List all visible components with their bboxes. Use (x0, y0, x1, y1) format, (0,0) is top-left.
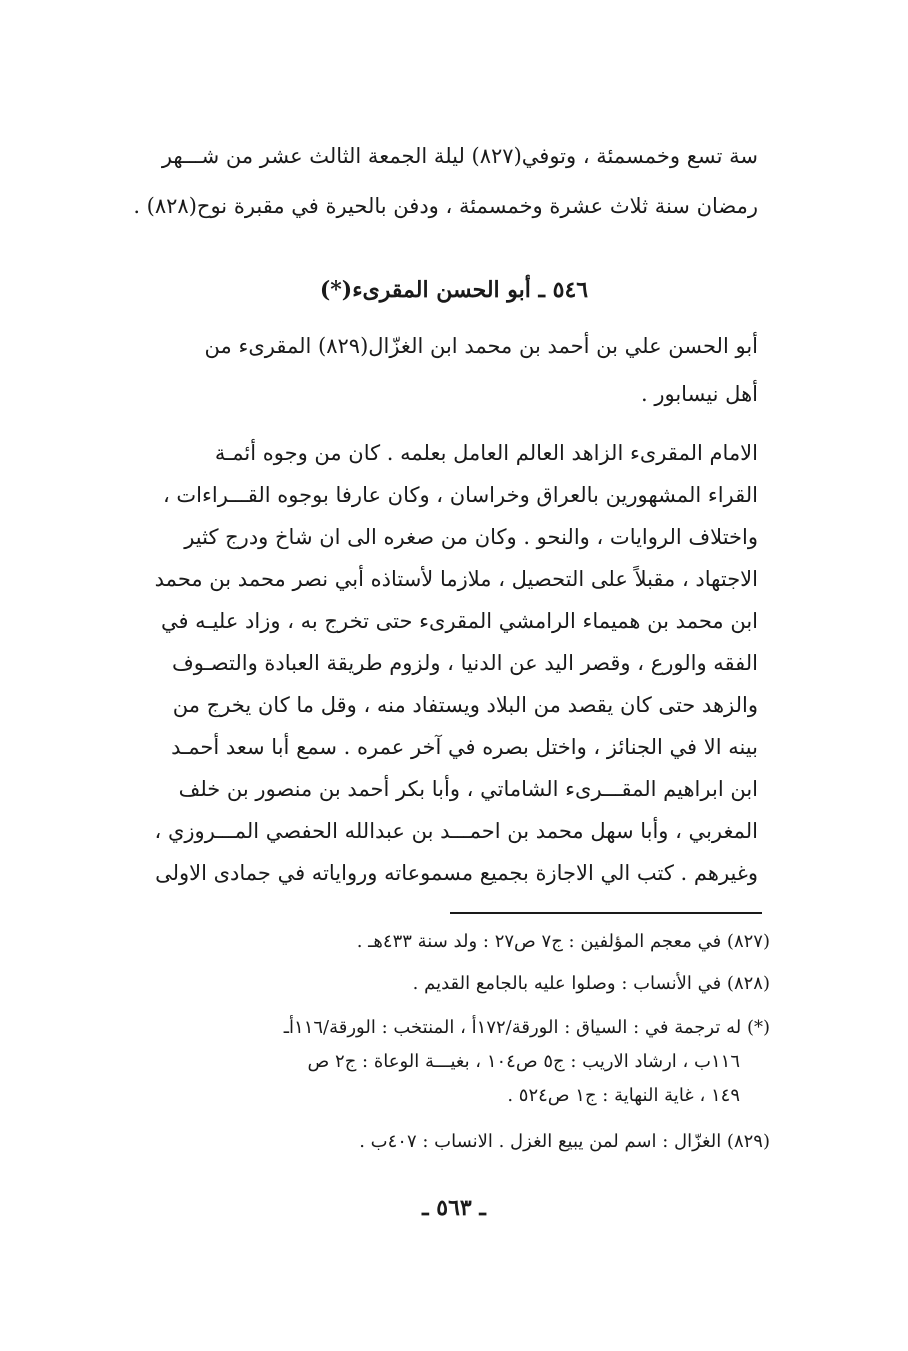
footnote-827: (٨٢٧) في معجم المؤلفين : ج٧ ص٢٧ : ولد سنة ٤٣٣هـ . (356, 931, 770, 952)
text-line: رمضان سنة ثلاث عشرة وخمسمئة ، ودفن بالحيرة في مقبرة نوح(٨٢٨) . (133, 194, 758, 218)
text-line: واختلاف الروايات ، والنحو . وكان من صغره الى ان شاخ ودرج كثير (184, 525, 758, 549)
main-paragraph (110, 432, 758, 902)
entry-heading: ٥٤٦ ـ أبو الحسن المقرىء(*) (319, 277, 589, 303)
text-line: الاجتهاد ، مقبلاً على التحصيل ، ملازما لأستاذه أبي نصر محمد بن محمد (154, 567, 758, 591)
footnote-star-continued: ١٤٩ ، غاية النهاية : ج١ ص٥٢٤ . (507, 1085, 740, 1106)
footnotes (110, 925, 770, 1175)
text-line: ابن محمد بن هميماء الرامشي المقرىء حتى تخرج به ، وزاد عليـه في (160, 609, 758, 633)
text-line: وغيرهم . كتب الي الاجازة بجميع مسموعاته ورواياته في جمادى الاولى (155, 861, 758, 885)
name-paragraph (110, 325, 758, 415)
text-line: سة تسع وخمسمئة ، وتوفي(٨٢٧) ليلة الجمعة الثالث عشر من شـــهر (161, 144, 758, 168)
footnote-828: (٨٢٨) في الأنساب : وصلوا عليه بالجامع القديم . (412, 973, 770, 994)
page-number: ـ ٥٦٣ ـ (422, 1195, 486, 1221)
text-line: بينه الا في الجنائز ، واختل بصره في آخر عمره . سمع أبا سعد أحمـد (171, 735, 758, 759)
footnote-829: (٨٢٩) الغزّال : اسم لمن يبيع الغزل . الانساب : ٤٠٧ب . (359, 1131, 770, 1152)
text-line: ابن ابراهيم المقـــرىء الشاماتي ، وأبا بكر أحمد بن منصور بن خلف (178, 777, 758, 801)
text-line: القراء المشهورين بالعراق وخراسان ، وكان عارفا بوجوه القـــراءات ، (162, 483, 758, 507)
text-line: والزهد حتى كان يقصد من البلاد ويستفاد منه ، وقل ما كان يخرج من (172, 693, 758, 717)
footnote-star: (*) له ترجمة في : السياق : الورقة/١٧٢أ ، المنتخب : الورقة/١١٦أـ (283, 1017, 770, 1038)
text-line: أبو الحسن علي بن أحمد بن محمد ابن الغزّال(٨٢٩) المقرىء من (204, 334, 758, 358)
text-line: الفقه والورع ، وقصر اليد عن الدنيا ، ولزوم طريقة العبادة والتصـوف (172, 651, 758, 675)
footnote-divider (450, 912, 762, 914)
footnote-star-continued: ١١٦ب ، ارشاد الاريب : ج٥ ص١٠٤ ، بغيـــة الوعاة : ج٢ ص (307, 1051, 740, 1072)
text-line: المغربي ، وأبا سهل محمد بن احمـــد بن عبدالله الحفصي المـــروزي ، (154, 819, 758, 843)
text-line: أهل نيسابور . (641, 382, 758, 406)
top-paragraph (110, 135, 758, 219)
text-line: الامام المقرىء الزاهد العالم العامل بعلمه . كان من وجوه أئمـة (214, 441, 758, 465)
